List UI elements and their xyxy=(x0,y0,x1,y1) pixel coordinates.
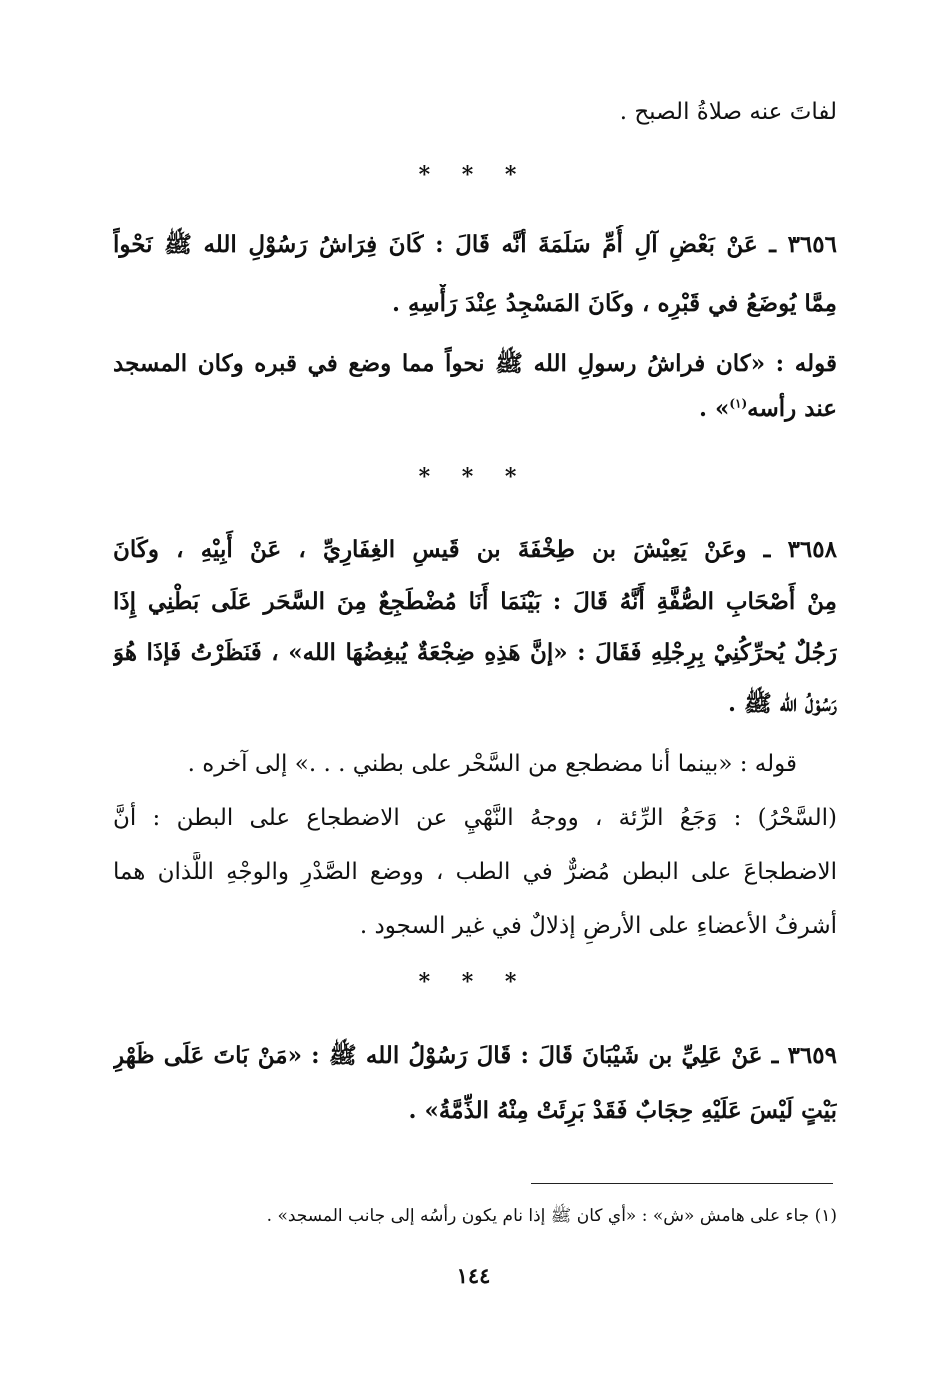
hadith-3658-line-1: ٣٦٥٨ ـ وعَنْ يَعِيْشَ بن طِخْفَةَ بن قَيسِ الغِفَارِيِّ ، عَنْ أَبِيْهِ ، وكَانَ xyxy=(113,536,837,563)
text-line-1: لفاتَ عنه صلاةُ الصبح . xyxy=(619,99,837,125)
commentary-3658-line-2: (السَّحْرُ) : وَجَعُ الرِّئة ، ووجهُ النَّهْيِ عن الاضطجاع على البطن : أنَّ xyxy=(113,805,837,831)
hadith-3659-line-2: بَيْتٍ لَيْسَ عَلَيْهِ حِجَابٌ فَقَدْ بَرِئَتْ مِنْهُ الذِّمَّةُ» . xyxy=(408,1097,837,1124)
footnote-divider xyxy=(531,1183,833,1184)
section-separator-2: * * * xyxy=(418,464,529,490)
hadith-3659-line-1: ٣٦٥٩ ـ عَنْ عَلِيِّ بن شَيْبَانَ قَالَ : قَالَ رَسُوْلُ الله ﷺ : «مَنْ بَاتَ عَلَى ظَهْرِ xyxy=(113,1042,837,1069)
section-separator-3: * * * xyxy=(418,969,529,995)
section-separator-1: * * * xyxy=(418,162,529,188)
hadith-3656-line-2: مِمَّا يُوضَعُ في قَبْرِه ، وكَانَ المَسْجِدُ عِنْدَ رَأْسِهِ . xyxy=(392,290,837,317)
hadith-3658-line-2: مِنْ أَصْحَابِ الصُّفَّةِ أَنَّهُ قَالَ : بَيْنَمَا أَنَا مُضْطَجِعٌ مِنَ السَّحَر عَلَى بَطْنِي إِذَا xyxy=(113,588,837,615)
hadith-3658-line-3: رَجُلٌ يُحرِّكُنِيْ بِرِجْلِهِ فَقَالَ : «إنَّ هَذِهِ ضِجْعَةٌ يُبغِضُهَا الله» ، فَنَظَرْتُ فَإذَا هُوَ xyxy=(113,639,837,666)
commentary-3656-tail: » . xyxy=(698,395,730,422)
footnote-marker: (١) xyxy=(729,396,748,411)
commentary-3656-line-1: قوله : «كان فراشُ رسولِ الله ﷺ نحواً مما وضع في قبره وكان المسجد xyxy=(113,350,837,377)
commentary-3658-line-3: الاضطجاعَ على البطن مُضرٌّ في الطب ، ووضع الصَّدْرِ والوجْهِ اللَّذان هما xyxy=(113,859,837,885)
footnote-1: (١) جاء على هامش «ش» : «أي كان ﷺ إذا نام يكون رأسُه إلى جانب المسجد» . xyxy=(266,1206,837,1226)
commentary-3658-line-1: قوله : «بينما أنا مضطجع من السَّحْر على بطني . . .» إلى آخره . xyxy=(187,751,797,777)
hadith-3658-line-4: رَسُوْلُ الله ﷺ . xyxy=(727,690,837,717)
commentary-3656-text: عند رأسه xyxy=(747,395,837,422)
page-number: ١٤٤ xyxy=(456,1263,491,1288)
hadith-3656-line-1: ٣٦٥٦ ـ عَنْ بَعْضِ آلِ أُمِّ سَلَمَةَ أنَّه قَالَ : كَانَ فِرَاشُ رَسُوْلِ الله ﷺ نَحْواً xyxy=(113,231,837,258)
commentary-3656-line-2 xyxy=(113,389,837,429)
commentary-3658-line-4: أشرفُ الأعضاءِ على الأرضِ إذلالٌ في غير السجود . xyxy=(359,913,837,939)
